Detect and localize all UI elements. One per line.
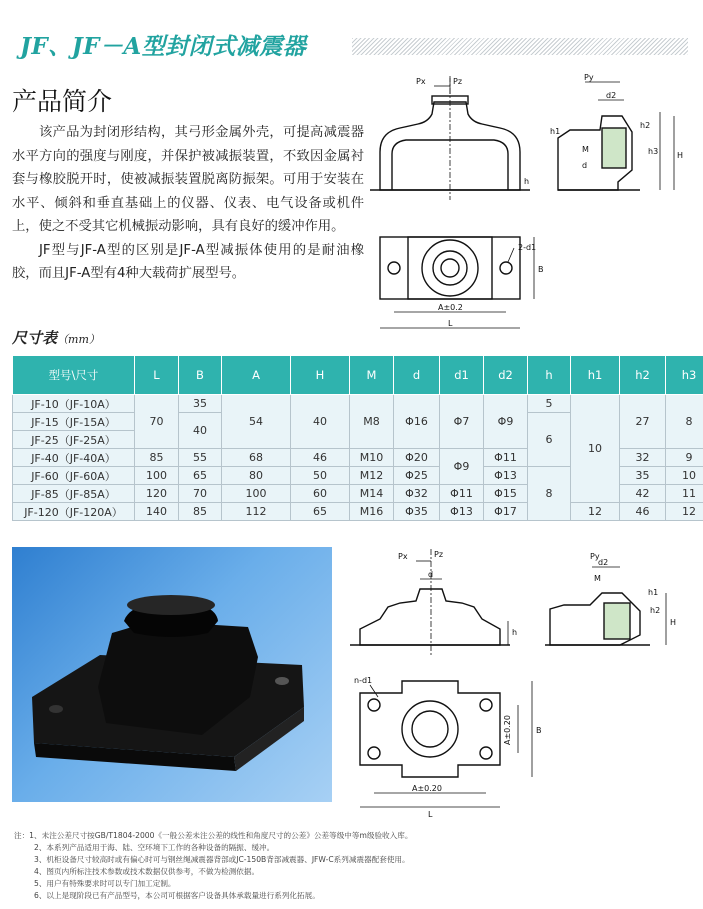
top-plan-A: A±0.2 <box>438 303 463 312</box>
cell-d1: Φ13 <box>440 503 484 521</box>
cell-d: Φ20 <box>394 449 440 467</box>
dimension-table-label <box>12 327 100 348</box>
cell-d2: Φ15 <box>484 485 528 503</box>
cell-h2: 32 <box>620 449 666 467</box>
bottom-front-px: Px <box>398 552 408 561</box>
dimension-table <box>12 355 703 521</box>
bottom-side-H: H <box>670 618 677 627</box>
bottom-plan-A: A±0.20 <box>412 784 442 793</box>
cell-B: 65 <box>179 467 222 485</box>
header-model: 型号\尺寸 <box>13 356 135 395</box>
bottom-plan-view <box>360 681 500 777</box>
cell-A: 68 <box>222 449 291 467</box>
cell-L: 85 <box>135 449 179 467</box>
top-side-H: H <box>677 151 684 160</box>
top-side-d2: d2 <box>606 91 617 100</box>
cell-h: 6 <box>528 413 571 467</box>
note-4: 4、图页内所标注技术参数或技术数据仅供参考，不做为检测依据。 <box>34 867 260 876</box>
cell-H: 60 <box>291 485 350 503</box>
cell-d1: Φ11 <box>440 485 484 503</box>
cell-h2: 27 <box>620 395 666 449</box>
cell-d1: Φ7 <box>440 395 484 449</box>
cell-M: M8 <box>350 395 394 449</box>
cell-h1: 10 <box>571 395 620 503</box>
cell-h: 8 <box>528 467 571 521</box>
cell-A: 54 <box>222 395 291 449</box>
cell-H: 50 <box>291 467 350 485</box>
top-front-pz: Pz <box>453 77 463 86</box>
cell-d: Φ32 <box>394 485 440 503</box>
cell-M: M10 <box>350 449 394 467</box>
cell-M: M16 <box>350 503 394 521</box>
header-H: H <box>291 356 350 395</box>
cell-L: 120 <box>135 485 179 503</box>
bottom-side-h2: h2 <box>650 606 661 615</box>
cell-A: 80 <box>222 467 291 485</box>
table-row <box>13 395 703 413</box>
top-drawings <box>370 72 700 347</box>
cell-B: 55 <box>179 449 222 467</box>
bottom-front-pz: Pz <box>434 550 444 559</box>
cell-h: 5 <box>528 395 571 413</box>
top-plan-view <box>380 237 520 299</box>
cell-h1: 12 <box>571 503 620 521</box>
bottom-plan-holes: n-d1 <box>354 676 373 685</box>
cell-model: JF-60（JF-60A） <box>13 467 135 485</box>
bottom-front-d: d <box>428 570 434 579</box>
top-plan-holes: 2-d1 <box>518 243 537 252</box>
cell-B: 70 <box>179 485 222 503</box>
header-d1: d1 <box>440 356 484 395</box>
title-hatch-decoration <box>352 38 688 55</box>
top-plan-L: L <box>448 319 453 328</box>
bottom-plan-L: L <box>428 810 433 819</box>
header-L: L <box>135 356 179 395</box>
cell-M: M12 <box>350 467 394 485</box>
note-5: 5、用户有特殊要求时可以专门加工定制。 <box>34 879 176 888</box>
cell-H: 46 <box>291 449 350 467</box>
cell-h3: 9 <box>666 449 703 467</box>
header-d2: d2 <box>484 356 528 395</box>
cell-L: 140 <box>135 503 179 521</box>
cell-d: Φ25 <box>394 467 440 485</box>
dimension-label-text: 尺寸表 <box>12 329 58 347</box>
header-A: A <box>222 356 291 395</box>
top-front-px: Px <box>416 77 426 86</box>
top-plan-B: B <box>538 265 544 274</box>
cell-d2: Φ17 <box>484 503 528 521</box>
cell-B: 85 <box>179 503 222 521</box>
top-side-h1: h1 <box>550 127 561 136</box>
intro-text <box>12 121 364 286</box>
bottom-drawings <box>350 545 700 825</box>
bottom-side-d2: d2 <box>598 558 609 567</box>
cell-B: 40 <box>179 413 222 449</box>
cell-B: 35 <box>179 395 222 413</box>
top-side-d: d <box>582 161 588 170</box>
top-front-h: h <box>524 177 530 186</box>
cell-h3: 11 <box>666 485 703 503</box>
top-side-M: M <box>582 145 589 154</box>
bottom-front-view <box>360 589 500 645</box>
dimension-unit: （mm） <box>57 333 100 346</box>
cell-A: 112 <box>222 503 291 521</box>
bottom-plan-B: B <box>536 726 542 735</box>
cell-model: JF-10（JF-10A） <box>13 395 135 413</box>
cell-d: Φ16 <box>394 395 440 449</box>
intro-paragraph-2: JF型与JF-A型的区别是JF-A型减振体使用的是耐油橡胶，而且JF-A型有4种大载荷扩展型号。 <box>12 242 364 281</box>
cell-M: M14 <box>350 485 394 503</box>
table-row <box>13 503 703 521</box>
cell-d2: Φ11 <box>484 449 528 467</box>
header-h2: h2 <box>620 356 666 395</box>
cell-h3: 10 <box>666 467 703 485</box>
bottom-side-py: Py <box>590 552 600 561</box>
cell-d: Φ35 <box>394 503 440 521</box>
note-6: 6、以上是现阶段已有产品型号，本公司可根据客户设备具体承载量进行系列化拓展。 <box>34 891 320 900</box>
header-h3: h3 <box>666 356 703 395</box>
header-h: h <box>528 356 571 395</box>
cell-L: 70 <box>135 395 179 449</box>
note-1: 注：1、未注公差尺寸按GB/T1804-2000《一般公差未注公差的线性和角度尺寸的公差》公差等级中等m级验收入库。 <box>14 831 413 840</box>
cell-model: JF-15（JF-15A） <box>13 413 135 431</box>
cell-model: JF-120（JF-120A） <box>13 503 135 521</box>
page-title: JF、JF－A型封闭式减震器 <box>20 33 307 60</box>
cell-h3: 8 <box>666 395 703 449</box>
top-side-py: Py <box>584 73 594 82</box>
header-M: M <box>350 356 394 395</box>
bottom-plan-a-side: A±0.20 <box>503 715 512 745</box>
cell-h2: 42 <box>620 485 666 503</box>
footnotes <box>14 830 412 902</box>
bottom-side-M: M <box>594 574 601 583</box>
cell-d2: Φ13 <box>484 467 528 485</box>
cell-model: JF-85（JF-85A） <box>13 485 135 503</box>
cell-L: 100 <box>135 467 179 485</box>
table-header-row <box>13 356 703 395</box>
cell-h2: 46 <box>620 503 666 521</box>
cell-h3: 12 <box>666 503 703 521</box>
header-B: B <box>179 356 222 395</box>
intro-heading: 产品简介 <box>12 87 113 116</box>
cell-H: 65 <box>291 503 350 521</box>
cell-model: JF-40（JF-40A） <box>13 449 135 467</box>
bottom-front-h: h <box>512 628 518 637</box>
header-d: d <box>394 356 440 395</box>
intro-paragraph-1: 该产品为封闭形结构，其弓形金属外壳，可提高减震器水平方向的强度与刚度，并保护被减振装置，不致因金属衬套与橡胶脱开时，使被减振装置脱离防振架。可用于安装在水平、倾斜和垂直基础上的仪器、仪表、电气设备或机件上，使之不受其它机械振动影响，具有良好的缓冲作用。 <box>12 125 364 234</box>
product-photo <box>12 547 332 802</box>
cell-H: 40 <box>291 395 350 449</box>
cell-h2: 35 <box>620 467 666 485</box>
damper-illustration <box>12 547 332 802</box>
header-h1: h1 <box>571 356 620 395</box>
cell-model: JF-25（JF-25A） <box>13 431 135 449</box>
note-2: 2、本系列产品适用于海、陆、空环境下工作的各种设备的隔振、缓冲。 <box>34 843 275 852</box>
cell-A: 100 <box>222 485 291 503</box>
bottom-side-h1: h1 <box>648 588 659 597</box>
cell-d2: Φ9 <box>484 395 528 449</box>
top-side-h2: h2 <box>640 121 651 130</box>
cell-d1: Φ9 <box>440 449 484 485</box>
note-3: 3、机柜设备尺寸较高时或有偏心时可与钢丝绳减震器背部或JC-150B背部减震器、JFW-C系列减震器配套使用。 <box>34 855 410 864</box>
top-side-h3: h3 <box>648 147 659 156</box>
